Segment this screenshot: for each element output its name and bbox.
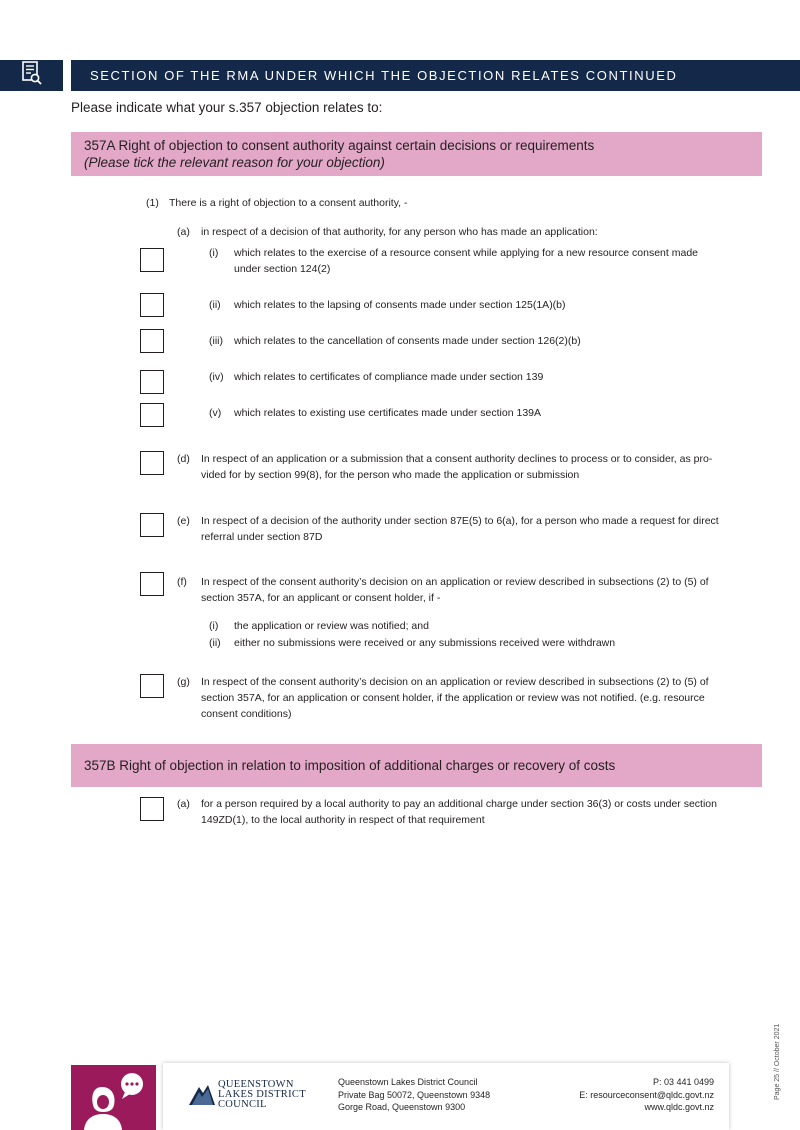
item-a-iv-text: which relates to certificates of compliance made under section 139 <box>234 371 544 383</box>
clause-number: (1) <box>146 197 159 209</box>
item-e-text: In respect of a decision of the authority under section 87E(5) to 6(a), for a person who made a request for direct <box>201 515 719 527</box>
item-d-text-2: vided for by section 99(8), for the person who made the application or submission <box>201 469 580 481</box>
document-search-icon <box>21 60 43 91</box>
item-g-text-3: consent conditions) <box>201 708 292 720</box>
item-a-ii-text: which relates to the lapsing of consents made under section 125(1A)(b) <box>234 299 566 311</box>
section-357a-subtitle: (Please tick the relevant reason for your objection) <box>84 155 385 170</box>
item-a-iii-num: (iii) <box>209 335 223 347</box>
checkbox-d[interactable] <box>140 451 164 475</box>
item-f-i-text: the application or review was notified; and <box>234 620 429 632</box>
contact-email[interactable]: E: resourceconsent@qldc.govt.nz <box>579 1089 714 1100</box>
item-f-i-num: (i) <box>209 620 219 632</box>
logo-line-2: LAKES DISTRICT <box>218 1088 306 1100</box>
footer-card <box>163 1063 729 1130</box>
item-a-v-num: (v) <box>209 407 222 419</box>
address-line-1: Queenstown Lakes District Council <box>338 1077 478 1087</box>
clause-text: There is a right of objection to a consent authority, - <box>169 197 408 209</box>
section-header: SECTION OF THE RMA UNDER WHICH THE OBJECTION RELATES CONTINUED <box>71 60 800 91</box>
section-357a-heading <box>71 132 762 176</box>
item-357b-a-text-2: 149ZD(1), to the local authority in respect of that requirement <box>201 814 485 826</box>
item-357b-a-text: for a person required by a local authority to pay an additional charge under section 36(3) or costs under section <box>201 798 717 810</box>
checkbox-a-v[interactable] <box>140 403 164 427</box>
logo-line-1: QUEENSTOWN <box>218 1078 294 1090</box>
footer-address <box>338 1076 490 1114</box>
checkbox-f[interactable] <box>140 572 164 596</box>
checkbox-a-iv[interactable] <box>140 370 164 394</box>
footer-contact <box>579 1076 714 1114</box>
section-357b-heading <box>71 744 762 787</box>
item-f-text-2: section 357A, for an applicant or consent holder, if - <box>201 592 441 604</box>
item-g-text: In respect of the consent authority’s decision on an application or review described in subsections (2) to (5) of <box>201 676 709 688</box>
address-line-3: Gorge Road, Queenstown 9300 <box>338 1102 466 1112</box>
item-f-text: In respect of the consent authority’s decision on an application or review described in subsections (2) to (5) of <box>201 576 709 588</box>
checkbox-g[interactable] <box>140 674 164 698</box>
item-d-text: In respect of an application or a submission that a consent authority declines to process or to consider, as pro- <box>201 453 713 465</box>
item-a-label: (a) <box>177 226 190 238</box>
section-357b-title: 357B Right of objection in relation to imposition of additional charges or recovery of costs <box>84 758 616 773</box>
item-a-text: in respect of a decision of that authority, for any person who has made an application: <box>201 226 598 238</box>
checkbox-a-i[interactable] <box>140 248 164 272</box>
item-f-label: (f) <box>177 576 187 588</box>
item-e-label: (e) <box>177 515 190 527</box>
item-357b-a-label: (a) <box>177 798 190 810</box>
checkbox-e[interactable] <box>140 513 164 537</box>
page-info: Page 25 // October 2021 <box>774 1023 781 1100</box>
checkbox-a-iii[interactable] <box>140 329 164 353</box>
logo-line-3: COUNCIL <box>218 1098 267 1110</box>
address-line-2: Private Bag 50072, Queenstown 9348 <box>338 1089 491 1100</box>
qldc-logo <box>189 1079 306 1110</box>
item-a-i-text: which relates to the exercise of a resource consent while applying for a new resource consent made <box>234 247 698 259</box>
item-a-ii-num: (ii) <box>209 299 221 311</box>
item-e-text-2: referral under section 87D <box>201 531 323 543</box>
item-a-iii-text: which relates to the cancellation of consents made under section 126(2)(b) <box>234 335 581 347</box>
item-a-v-text: which relates to existing use certificates made under section 139A <box>234 407 541 419</box>
item-f-ii-text: either no submissions were received or any submissions received were withdrawn <box>234 637 616 649</box>
person-chat-icon <box>71 1117 156 1130</box>
contact-phone: P: 03 441 0499 <box>652 1077 714 1087</box>
checkbox-a-ii[interactable] <box>140 293 164 317</box>
header-icon-box <box>0 60 63 91</box>
item-f-ii-num: (ii) <box>209 637 221 649</box>
item-g-label: (g) <box>177 676 190 688</box>
section-357a-title: 357A Right of objection to consent authority against certain decisions or requirements <box>84 138 595 153</box>
item-g-text-2: section 357A, for an application or consent holder, if the application or review was not notified. (e.g. resource <box>201 692 705 704</box>
item-a-i-num: (i) <box>209 247 219 259</box>
intro-text: Please indicate what your s.357 objection relates to: <box>71 100 383 115</box>
mountain-logo-icon <box>189 1079 215 1110</box>
footer-icon-box <box>71 1065 156 1130</box>
checkbox-357b-a[interactable] <box>140 797 164 821</box>
item-d-label: (d) <box>177 453 190 465</box>
item-a-i-text-2: under section 124(2) <box>234 263 331 275</box>
contact-website[interactable]: www.qldc.govt.nz <box>644 1102 714 1112</box>
item-a-iv-num: (iv) <box>209 371 224 383</box>
